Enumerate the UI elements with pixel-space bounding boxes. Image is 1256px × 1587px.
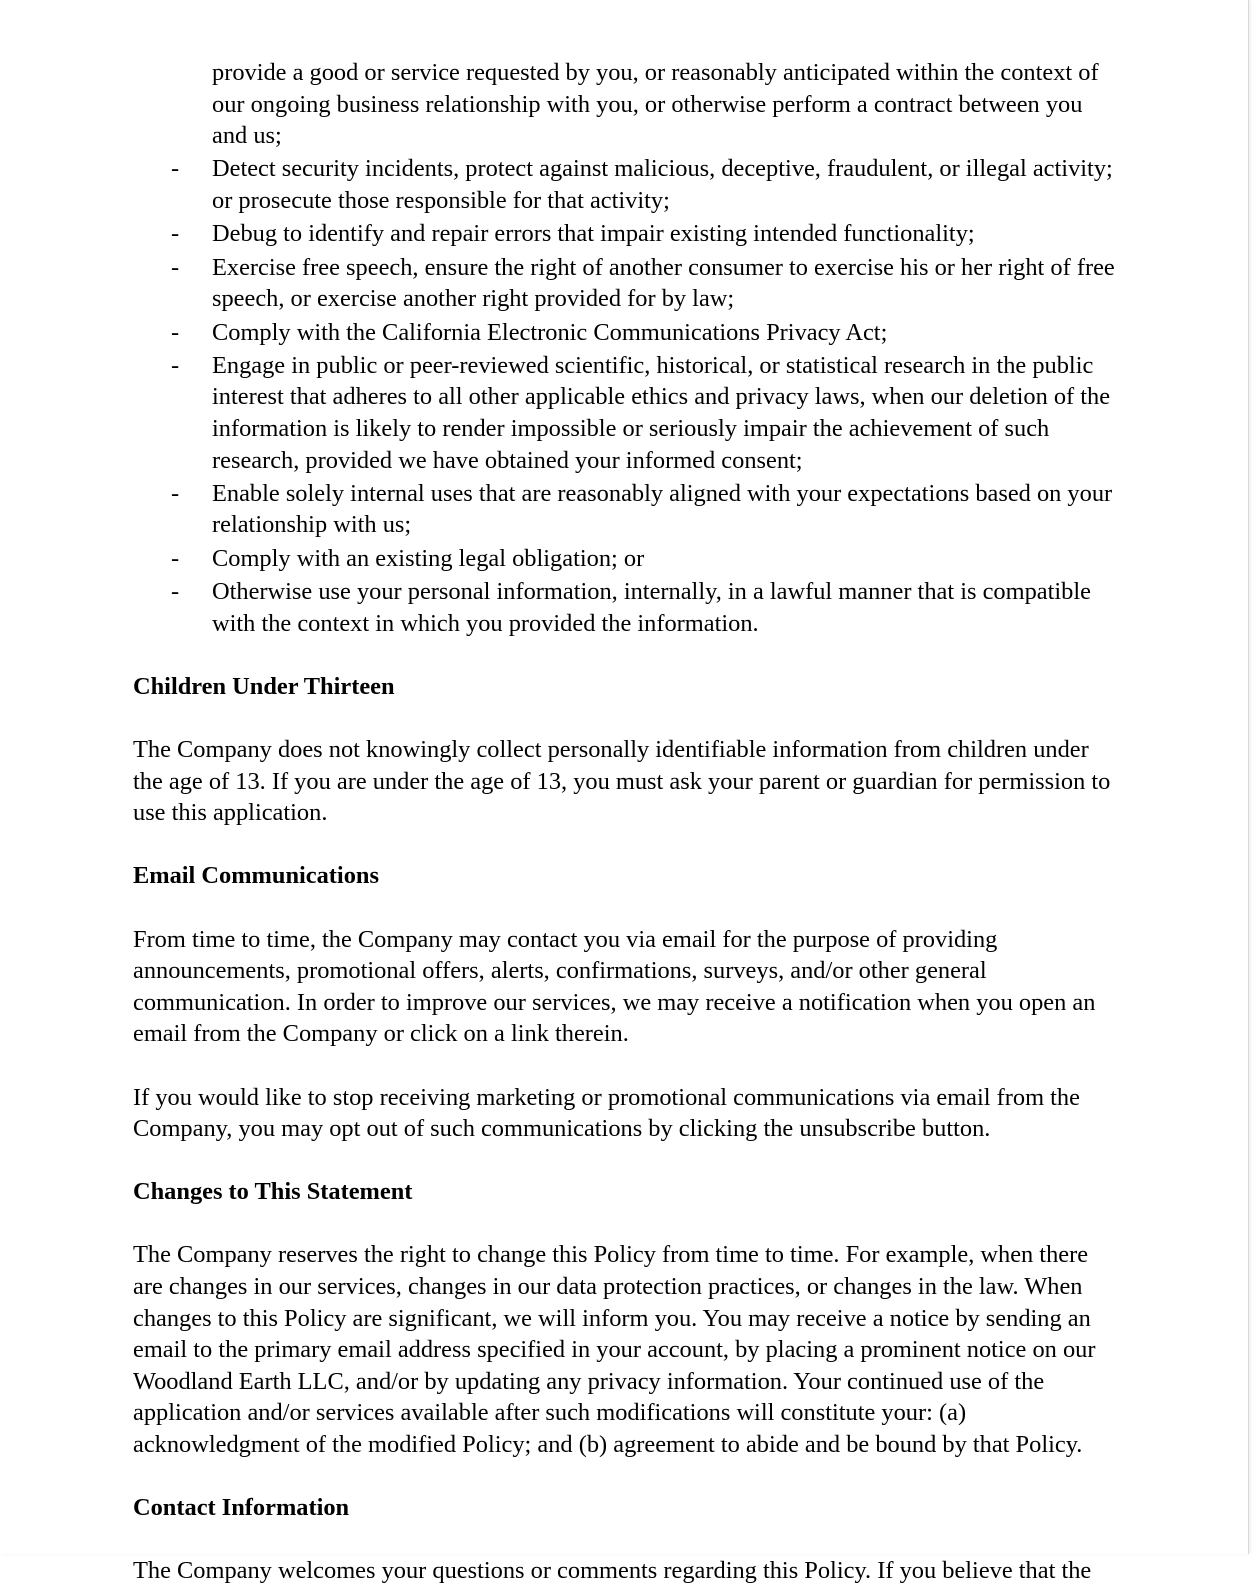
list-item-text: Enable solely internal uses that are reasonably aligned with your expectations based on your relationship with us; xyxy=(212,479,1113,539)
section-heading: Contact Information xyxy=(133,1494,350,1522)
section-email xyxy=(133,860,1118,1144)
dash-bullet: - xyxy=(171,578,180,605)
dash-bullet: - xyxy=(171,544,180,572)
list-item-text: Exercise free speech, ensure the right of another consumer to exercise his or her right of free speech, or exercise another right provided for by law; xyxy=(212,253,1115,313)
list-item-text: Comply with the California Electronic Communications Privacy Act; xyxy=(212,318,888,346)
section-paragraph: The Company does not knowingly collect personally identifiable information from children under the age of 13. If you are under the age of 13, you must ask your parent or guardian for permission to use this application. xyxy=(133,735,1111,827)
section-paragraph: If you would like to stop receiving marketing or promotional communications via email from the Company, you may opt out of such communications by clicking the unsubscribe button. xyxy=(133,1083,1080,1143)
list-item xyxy=(133,317,1118,349)
dash-bullet: - xyxy=(171,351,180,379)
list-item xyxy=(133,543,1118,575)
list-item xyxy=(133,252,1118,315)
section-paragraph: The Company reserves the right to change this Policy from time to time. For example, when there are changes in our services, changes in our data protection practices, or changes in the law. When changes to this Policy are significant, we will inform you. You may receive a notice by sending an email to the primary email address specified in your account, by placing a prominent notice on our Woodland Earth LLC, and/or by updating any privacy information. Your continued use of the application and/or services available after such modifications will constitute your: (a) acknowledgment of the modified Policy; and (b) agreement to abide and be bound by that Policy. xyxy=(133,1241,1096,1459)
list-item xyxy=(133,218,1118,250)
list-item xyxy=(133,478,1118,541)
section-children xyxy=(133,671,1118,829)
exceptions-list xyxy=(133,153,1118,639)
section-heading: Children Under Thirteen xyxy=(133,672,395,700)
section-contact xyxy=(133,1492,1118,1587)
dash-bullet: - xyxy=(171,318,180,346)
list-item-text: Comply with an existing legal obligation; or xyxy=(212,544,645,572)
list-item xyxy=(133,350,1118,476)
section-heading: Email Communications xyxy=(133,862,379,890)
list-item-text: Detect security incidents, protect against malicious, deceptive, fraudulent, or illegal activity; or prosecute those responsible for that activity; xyxy=(212,155,1113,215)
dash-bullet: - xyxy=(171,155,180,183)
document-content xyxy=(133,57,1118,1587)
section-paragraph: The Company welcomes your questions or comments regarding this Policy. If you believe that the xyxy=(133,1557,1092,1585)
continued-list-item-text: provide a good or service requested by you, or reasonably anticipated within the context of our ongoing business relationship with you, or otherwise perform a contract between you and us; xyxy=(212,59,1099,150)
dash-bullet: - xyxy=(171,220,180,248)
dash-bullet: - xyxy=(171,479,180,507)
section-changes xyxy=(133,1176,1118,1460)
list-item xyxy=(133,576,1118,639)
list-item-text: Engage in public or peer-reviewed scientific, historical, or statistical research in the public interest that adheres to all other applicable ethics and privacy laws, when our deletion of the information is likely to render impossible or seriously impair the achievement of such research, provided we have obtained your informed consent; xyxy=(212,351,1111,474)
list-item-text: Debug to identify and repair errors that impair existing intended functionality; xyxy=(212,220,975,248)
list-item-text: Otherwise use your personal information, internally, in a lawful manner that is compatible with the context in which you provided the information. xyxy=(212,578,1091,637)
dash-bullet: - xyxy=(171,253,180,281)
section-paragraph: From time to time, the Company may contact you via email for the purpose of providing announcements, promotional offers, alerts, confirmations, surveys, and/or other general communication. In order to improve our services, we may receive a notification when you open an email from the Company or click on a link therein. xyxy=(133,925,1096,1048)
section-heading: Changes to This Statement xyxy=(133,1178,413,1206)
list-item xyxy=(133,153,1118,216)
